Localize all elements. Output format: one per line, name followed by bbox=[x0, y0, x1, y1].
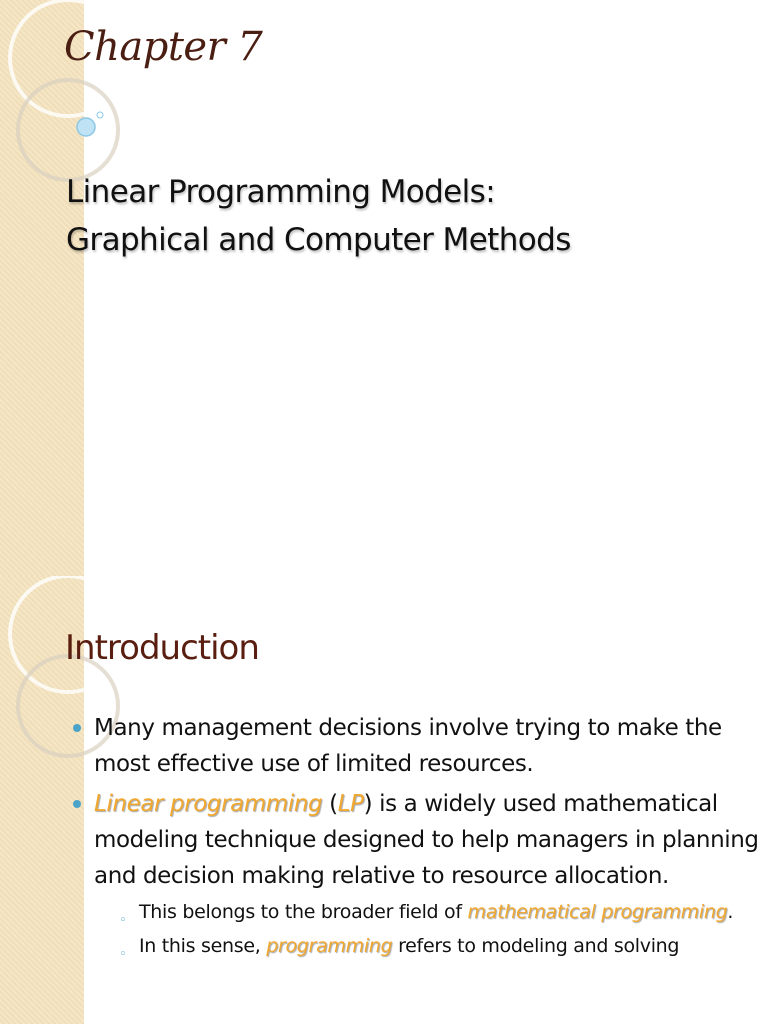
bullet-dot-icon bbox=[73, 724, 81, 732]
list-item bbox=[72, 786, 762, 962]
subtitle-line-1: Linear Programming Models: bbox=[66, 174, 496, 210]
bullet-text: ) is a widely used mathematical modeling technique designed to help managers in planning and decision making relative to resource allocation. bbox=[94, 791, 759, 889]
sub-text: refers to modeling and solving bbox=[392, 935, 680, 957]
sub-text: In this sense, bbox=[139, 935, 267, 957]
sub-text: This belongs to the broader field of bbox=[139, 901, 468, 923]
bullet-dot-icon bbox=[73, 800, 81, 808]
sub-text: . bbox=[727, 901, 734, 923]
list-item bbox=[72, 710, 762, 782]
slide-introduction bbox=[0, 576, 768, 1024]
bullet-text: Many management decisions involve trying to make the most effective use of limited resources. bbox=[94, 715, 722, 777]
sub-bullet-icon: ◦ bbox=[119, 913, 127, 928]
subtitle-line-2: Graphical and Computer Methods bbox=[66, 222, 571, 258]
highlight-term: Linear programming bbox=[94, 791, 323, 817]
highlight-term: mathematical programming bbox=[467, 901, 728, 923]
chapter-title: Chapter 7 bbox=[64, 24, 263, 70]
bullet-list bbox=[72, 710, 762, 966]
bullet-text: ( bbox=[322, 791, 338, 817]
sub-list-item bbox=[94, 930, 762, 962]
highlight-term: programming bbox=[266, 935, 393, 957]
sub-list-item bbox=[94, 896, 762, 928]
sub-bullet-icon: ◦ bbox=[119, 947, 127, 962]
highlight-abbr: LP bbox=[337, 791, 364, 817]
chapter-subtitle bbox=[66, 168, 571, 264]
section-title: Introduction bbox=[65, 628, 259, 668]
